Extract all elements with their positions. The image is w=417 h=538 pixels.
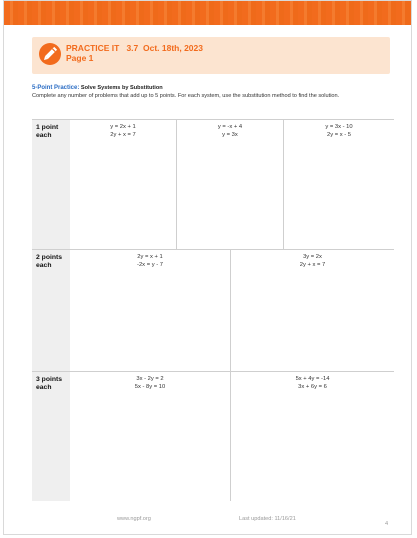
- row-label-points: 1 point: [36, 124, 59, 131]
- row-label-each: each: [36, 262, 52, 269]
- row-label: [32, 372, 70, 501]
- equation-2: -2x = y - 7: [137, 261, 163, 268]
- equation-system: [70, 376, 230, 391]
- equation-1: y = -x + 4: [217, 124, 243, 130]
- instructions-body: Complete any number of problems that add up to 5 points. For each system, use the substitution method to find the solution.: [32, 92, 340, 99]
- row-label: [32, 120, 70, 249]
- row-label-each: each: [36, 384, 52, 391]
- problem-cell: [70, 120, 177, 249]
- problem-cell: [70, 372, 231, 501]
- instructions-topic: Solve Systems by Substitution: [79, 85, 163, 91]
- row-label-each: each: [36, 132, 52, 139]
- problem-cell: [177, 120, 284, 249]
- header-banner: [4, 1, 411, 25]
- points-row: [32, 372, 394, 501]
- equation-1: 3y = 2x: [303, 254, 322, 260]
- pencil-logo-icon: [39, 43, 61, 65]
- instructions-lead: 5-Point Practice:: [32, 85, 80, 91]
- equation-1: y = 2x + 1: [110, 124, 136, 130]
- row-label-points: 3 points: [36, 376, 63, 383]
- equation-2: 2y + x = 7: [299, 261, 326, 268]
- equation-2: y = 3x: [222, 131, 238, 138]
- row-label-points: 2 points: [36, 254, 63, 261]
- page-title: [66, 43, 203, 63]
- equation-1: y = 3x - 10: [325, 124, 353, 130]
- equation-2: 2y + x = 7: [110, 131, 136, 138]
- equation-system: [70, 124, 176, 139]
- equation-system: [177, 124, 283, 139]
- instructions: [32, 85, 387, 100]
- equation-system: [231, 254, 394, 269]
- problem-grid: [32, 119, 394, 502]
- footer-last-updated: Last updated: 11/16/21: [239, 516, 296, 522]
- equation-2: 3x + 6y = 6: [298, 383, 327, 390]
- problem-cell: [231, 250, 394, 371]
- equation-2: 2y = x - 5: [326, 131, 351, 138]
- problem-cell: [284, 120, 394, 249]
- row-label: [32, 250, 70, 371]
- title-box: [32, 37, 390, 74]
- equation-1: 2y = x + 1: [137, 254, 163, 260]
- equation-1: 3x - 2y = 2: [136, 376, 164, 382]
- worksheet-page: [3, 0, 412, 535]
- problem-cell: [70, 250, 231, 371]
- problem-cell: [231, 372, 394, 501]
- equation-system: [231, 376, 394, 391]
- equation-system: [284, 124, 394, 139]
- page-number: 4: [385, 521, 389, 527]
- points-row: [32, 250, 394, 372]
- worksheet-subtitle: Page 1: [66, 53, 94, 63]
- equation-2: 5x - 8y = 10: [134, 383, 166, 390]
- points-row: [32, 120, 394, 250]
- worksheet-title: PRACTICE IT 3.7 Oct. 18th, 2023: [66, 43, 203, 53]
- equation-system: [70, 254, 230, 269]
- footer-website[interactable]: www.ngpf.org: [117, 516, 151, 522]
- equation-1: 5x + 4y = -14: [295, 376, 330, 382]
